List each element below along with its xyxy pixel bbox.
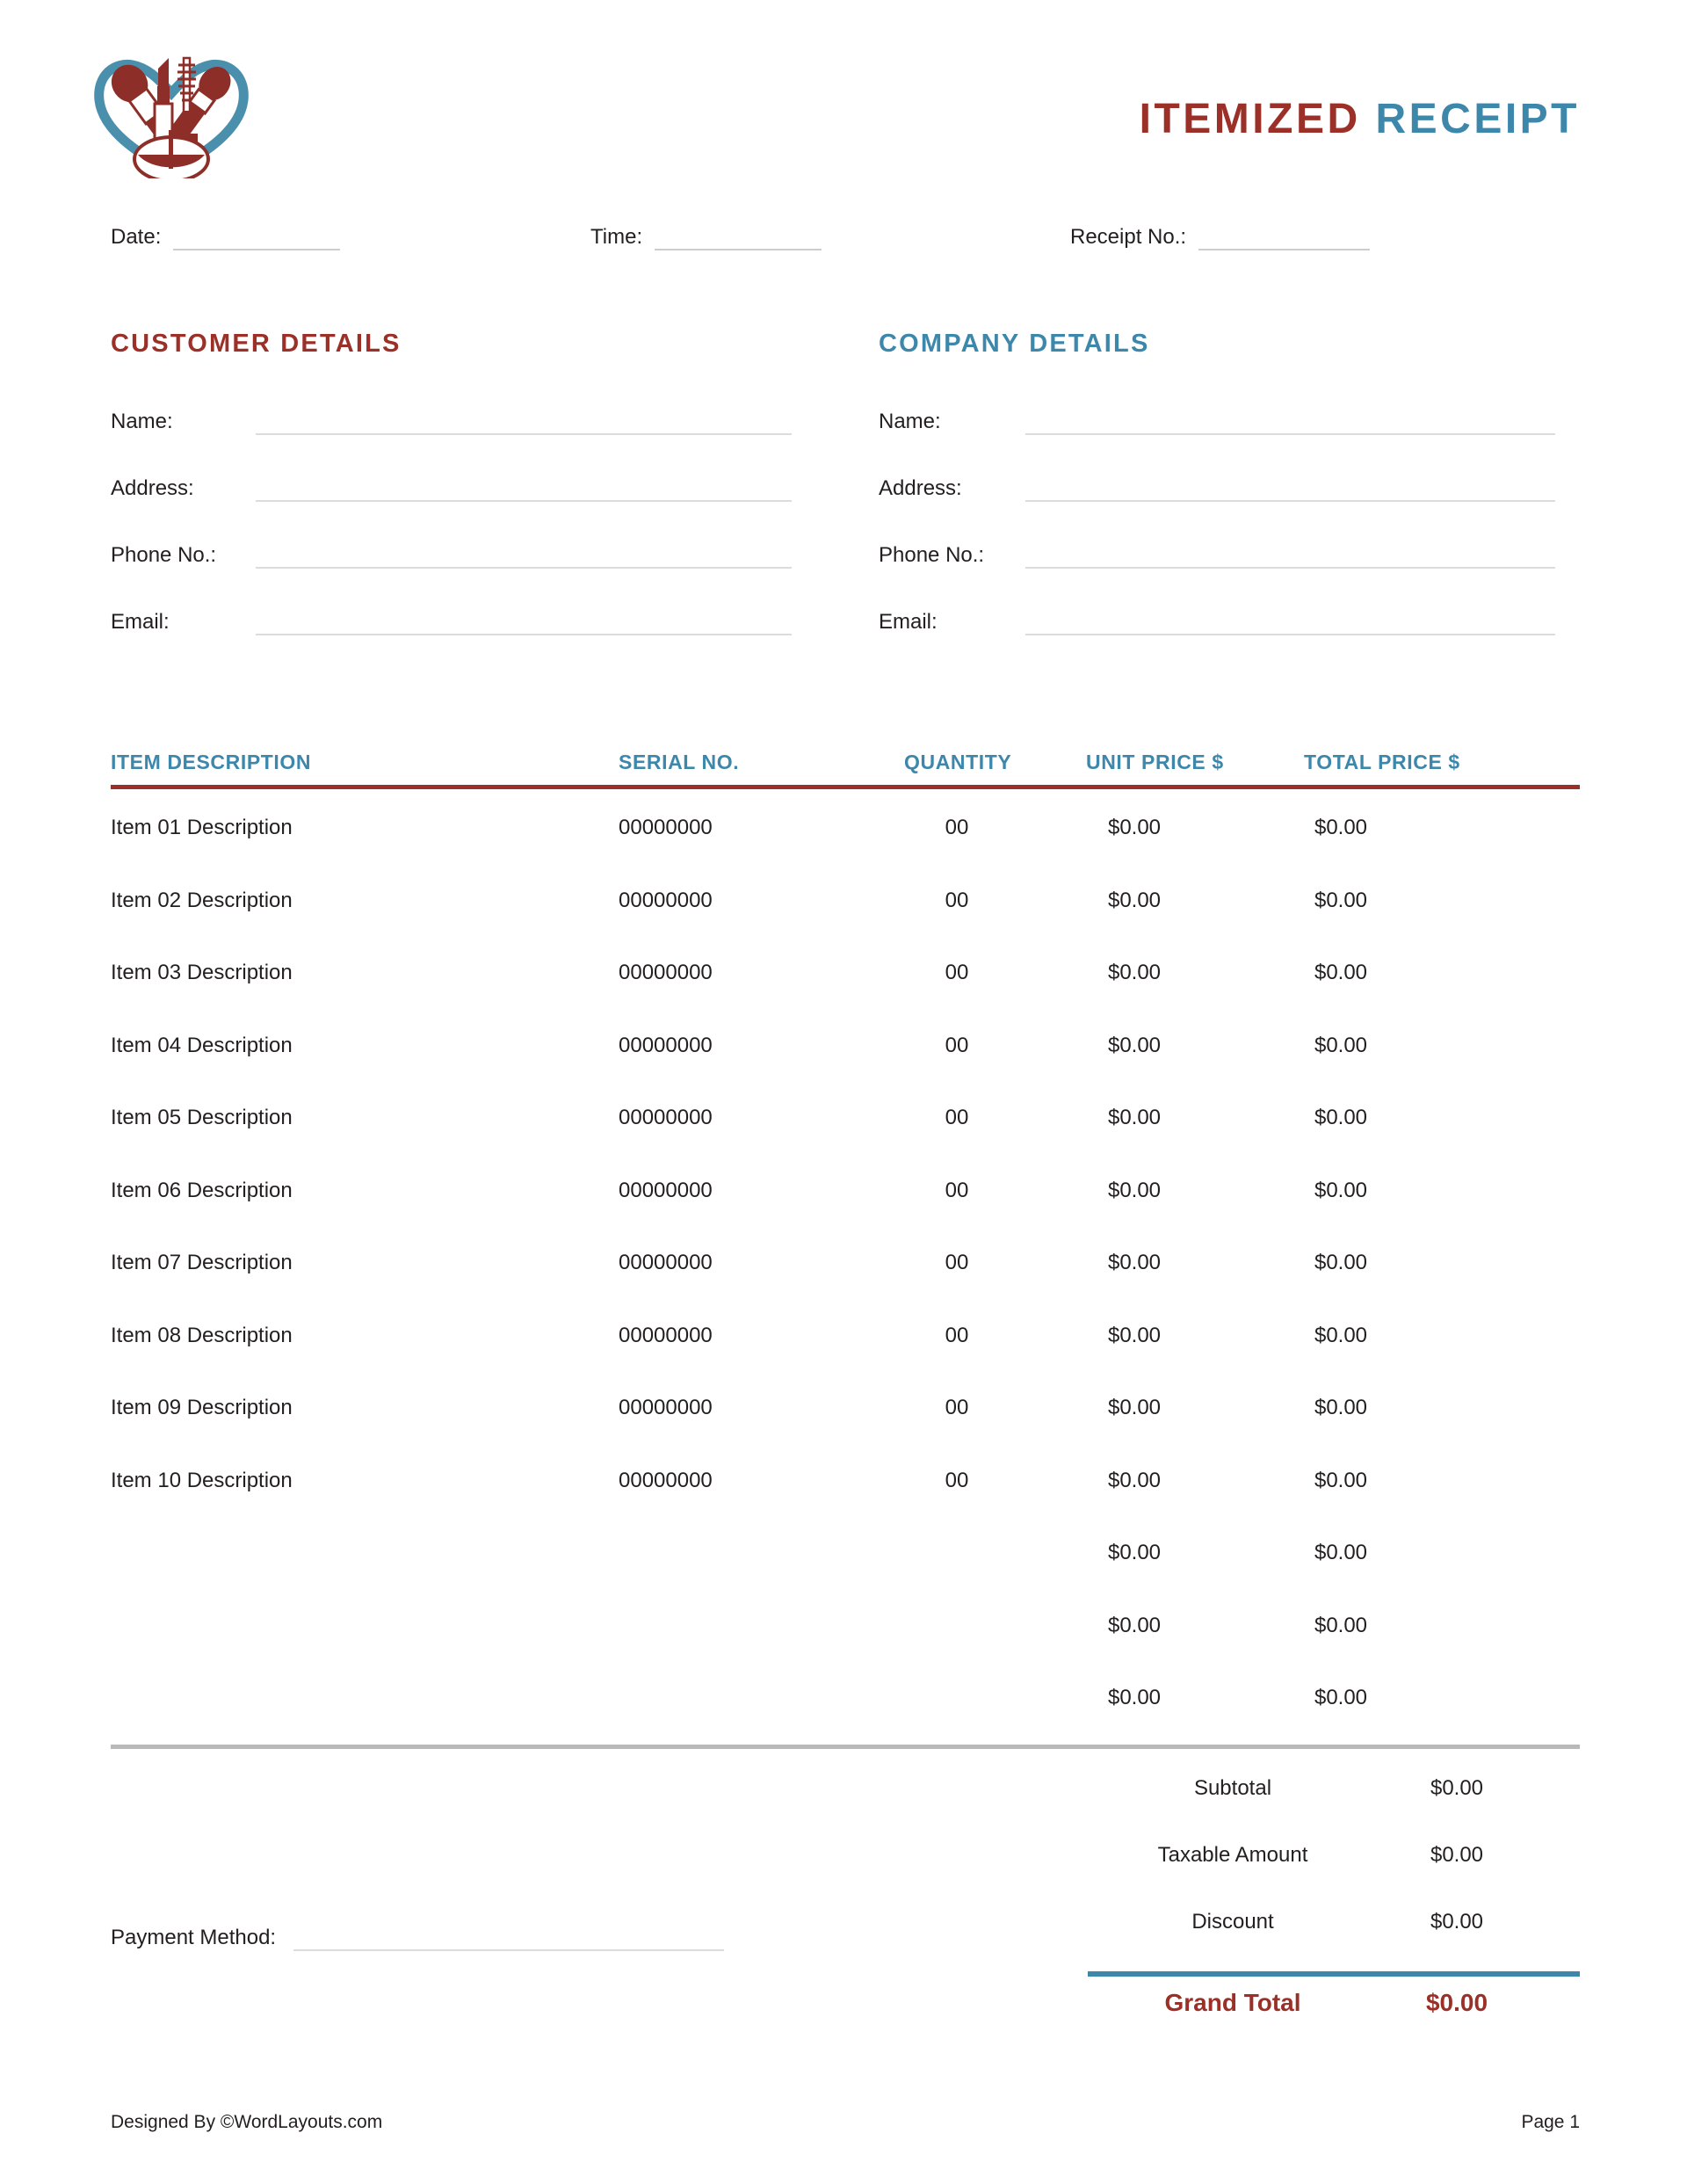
table-row[interactable]	[111, 1014, 1580, 1087]
cell-total-price: $0.00	[1314, 1323, 1368, 1347]
cell-total-price: $0.00	[1314, 816, 1368, 839]
cell-total-price: $0.00	[1314, 888, 1368, 912]
receipt-no-input[interactable]	[1198, 228, 1370, 250]
cell-total-price: $0.00	[1314, 1613, 1368, 1637]
cell-unit-price: $0.00	[1107, 1251, 1162, 1274]
column-header-quantity: QUANTITY	[904, 751, 1012, 773]
cell-unit-price: $0.00	[1107, 888, 1162, 912]
table-row[interactable]	[111, 1521, 1580, 1594]
column-header-serial-no: SERIAL NO.	[619, 751, 740, 773]
cell-quantity: 00	[945, 816, 969, 839]
discount-value: $0.00	[1430, 1910, 1484, 1934]
time-field[interactable]	[590, 224, 822, 250]
cell-item-description: Item 02 Description	[111, 888, 293, 912]
cell-total-price: $0.00	[1314, 1033, 1368, 1057]
customer-phone-label: Phone No.:	[111, 543, 217, 567]
subtotal-row	[1088, 1760, 1580, 1827]
totals-section	[1088, 1760, 1580, 2042]
subtotal-value: $0.00	[1430, 1776, 1484, 1800]
grand-total-label: Grand Total	[1164, 1989, 1301, 2016]
cell-serial-no: 00000000	[619, 961, 713, 984]
taxable-amount-row	[1088, 1827, 1580, 1894]
makeup-heart-logo-icon	[83, 42, 259, 178]
cell-quantity: 00	[945, 1106, 969, 1129]
cell-total-price: $0.00	[1314, 1106, 1368, 1129]
cell-unit-price: $0.00	[1107, 1686, 1162, 1709]
taxable-amount-value: $0.00	[1430, 1843, 1484, 1867]
table-row[interactable]	[111, 1086, 1580, 1159]
customer-address-label: Address:	[111, 476, 194, 500]
cell-total-price: $0.00	[1314, 961, 1368, 984]
company-name-input[interactable]	[1025, 411, 1555, 435]
table-row[interactable]	[111, 941, 1580, 1014]
items-table-body	[111, 789, 1580, 1739]
cell-item-description: Item 09 Description	[111, 1396, 293, 1419]
cell-total-price: $0.00	[1314, 1541, 1368, 1564]
cell-serial-no: 00000000	[619, 1251, 713, 1274]
cell-unit-price: $0.00	[1107, 1323, 1162, 1347]
company-address-field[interactable]	[879, 467, 1555, 502]
page-title-primary: ITEMIZED	[1139, 96, 1361, 142]
cell-total-price: $0.00	[1314, 1396, 1368, 1419]
table-row[interactable]	[111, 1376, 1580, 1449]
cell-item-description: Item 08 Description	[111, 1323, 293, 1347]
payment-method-field[interactable]	[111, 1925, 724, 1951]
grand-total-divider	[1088, 1971, 1580, 1977]
company-details-title: COMPANY DETAILS	[879, 330, 1150, 358]
cell-serial-no: 00000000	[619, 888, 713, 912]
customer-address-field[interactable]	[111, 467, 792, 502]
receipt-no-field[interactable]	[1070, 224, 1370, 250]
details-sections	[0, 330, 1687, 681]
customer-phone-field[interactable]	[111, 533, 792, 569]
subtotal-label: Subtotal	[1193, 1776, 1272, 1800]
cell-serial-no: 00000000	[619, 1178, 713, 1202]
cell-quantity: 00	[945, 1033, 969, 1057]
cell-item-description: Item 01 Description	[111, 816, 293, 839]
page-header	[0, 0, 1687, 202]
cell-serial-no: 00000000	[619, 1033, 713, 1057]
cell-quantity: 00	[945, 961, 969, 984]
cell-total-price: $0.00	[1314, 1251, 1368, 1274]
date-input[interactable]	[173, 228, 340, 250]
cell-unit-price: $0.00	[1107, 1033, 1162, 1057]
page-number: Page 1	[1521, 2112, 1580, 2132]
items-table	[111, 734, 1580, 1749]
table-row[interactable]	[111, 796, 1580, 869]
time-input[interactable]	[655, 228, 822, 250]
items-table-header	[111, 734, 1580, 774]
cell-unit-price: $0.00	[1107, 1106, 1162, 1129]
date-field[interactable]	[111, 224, 340, 250]
table-row[interactable]	[111, 1449, 1580, 1522]
customer-phone-input[interactable]	[256, 545, 792, 569]
cell-unit-price: $0.00	[1107, 1613, 1162, 1637]
cell-unit-price: $0.00	[1107, 816, 1162, 839]
cell-item-description: Item 03 Description	[111, 961, 293, 984]
cell-item-description: Item 04 Description	[111, 1033, 293, 1057]
cell-quantity: 00	[945, 1396, 969, 1419]
company-phone-input[interactable]	[1025, 545, 1555, 569]
designer-credit: Designed By ©WordLayouts.com	[111, 2112, 383, 2132]
receipt-no-label: Receipt No.:	[1070, 225, 1187, 249]
customer-email-field[interactable]	[111, 600, 792, 635]
cell-serial-no: 00000000	[619, 1106, 713, 1129]
time-label: Time:	[590, 225, 643, 249]
cell-total-price: $0.00	[1314, 1178, 1368, 1202]
receipt-meta-row	[0, 224, 1687, 268]
cell-unit-price: $0.00	[1107, 1468, 1162, 1492]
column-header-unit-price: UNIT PRICE $	[1086, 751, 1224, 773]
column-header-item-description: ITEM DESCRIPTION	[111, 751, 312, 773]
cell-item-description: Item 07 Description	[111, 1251, 293, 1274]
cell-unit-price: $0.00	[1107, 961, 1162, 984]
company-email-input[interactable]	[1025, 612, 1555, 635]
table-row[interactable]	[111, 1594, 1580, 1667]
company-address-label: Address:	[879, 476, 962, 500]
company-address-input[interactable]	[1025, 478, 1555, 502]
customer-name-field[interactable]	[111, 400, 792, 435]
discount-row	[1088, 1894, 1580, 1961]
cell-quantity: 00	[945, 1468, 969, 1492]
table-row[interactable]	[111, 1666, 1580, 1739]
company-email-label: Email:	[879, 610, 938, 634]
column-header-total-price: TOTAL PRICE $	[1304, 751, 1460, 773]
company-name-field[interactable]	[879, 400, 1555, 435]
cell-total-price: $0.00	[1314, 1468, 1368, 1492]
company-name-label: Name:	[879, 410, 941, 433]
customer-address-input[interactable]	[256, 478, 792, 502]
cell-unit-price: $0.00	[1107, 1178, 1162, 1202]
customer-details-title: CUSTOMER DETAILS	[111, 330, 402, 358]
customer-email-input[interactable]	[256, 612, 792, 635]
cell-serial-no: 00000000	[619, 1396, 713, 1419]
table-row[interactable]	[111, 869, 1580, 942]
cell-item-description: Item 06 Description	[111, 1178, 293, 1202]
page-title-secondary: RECEIPT	[1375, 96, 1580, 142]
company-phone-field[interactable]	[879, 533, 1555, 569]
cell-quantity: 00	[945, 888, 969, 912]
company-email-field[interactable]	[879, 600, 1555, 635]
cell-item-description: Item 10 Description	[111, 1468, 293, 1492]
page-footer	[111, 2112, 1580, 2133]
cell-unit-price: $0.00	[1107, 1396, 1162, 1419]
table-row[interactable]	[111, 1304, 1580, 1377]
items-table-footer-divider	[111, 1745, 1580, 1749]
page-title	[1140, 95, 1580, 143]
cell-serial-no: 00000000	[619, 816, 713, 839]
discount-label: Discount	[1191, 1910, 1274, 1934]
taxable-amount-label: Taxable Amount	[1157, 1843, 1308, 1867]
payment-method-label: Payment Method:	[111, 1926, 277, 1949]
customer-name-label: Name:	[111, 410, 173, 433]
customer-email-label: Email:	[111, 610, 170, 634]
table-row[interactable]	[111, 1231, 1580, 1304]
cell-quantity: 00	[945, 1251, 969, 1274]
cell-serial-no: 00000000	[619, 1323, 713, 1347]
cell-unit-price: $0.00	[1107, 1541, 1162, 1564]
company-phone-label: Phone No.:	[879, 543, 985, 567]
cell-quantity: 00	[945, 1178, 969, 1202]
grand-total-row	[1088, 1989, 1580, 2042]
payment-method-input[interactable]	[293, 1927, 724, 1951]
cell-serial-no: 00000000	[619, 1468, 713, 1492]
customer-name-input[interactable]	[256, 411, 792, 435]
table-row[interactable]	[111, 1159, 1580, 1232]
cell-total-price: $0.00	[1314, 1686, 1368, 1709]
grand-total-value: $0.00	[1425, 1989, 1488, 2016]
cell-quantity: 00	[945, 1323, 969, 1347]
date-label: Date:	[111, 225, 162, 249]
cell-item-description: Item 05 Description	[111, 1106, 293, 1129]
